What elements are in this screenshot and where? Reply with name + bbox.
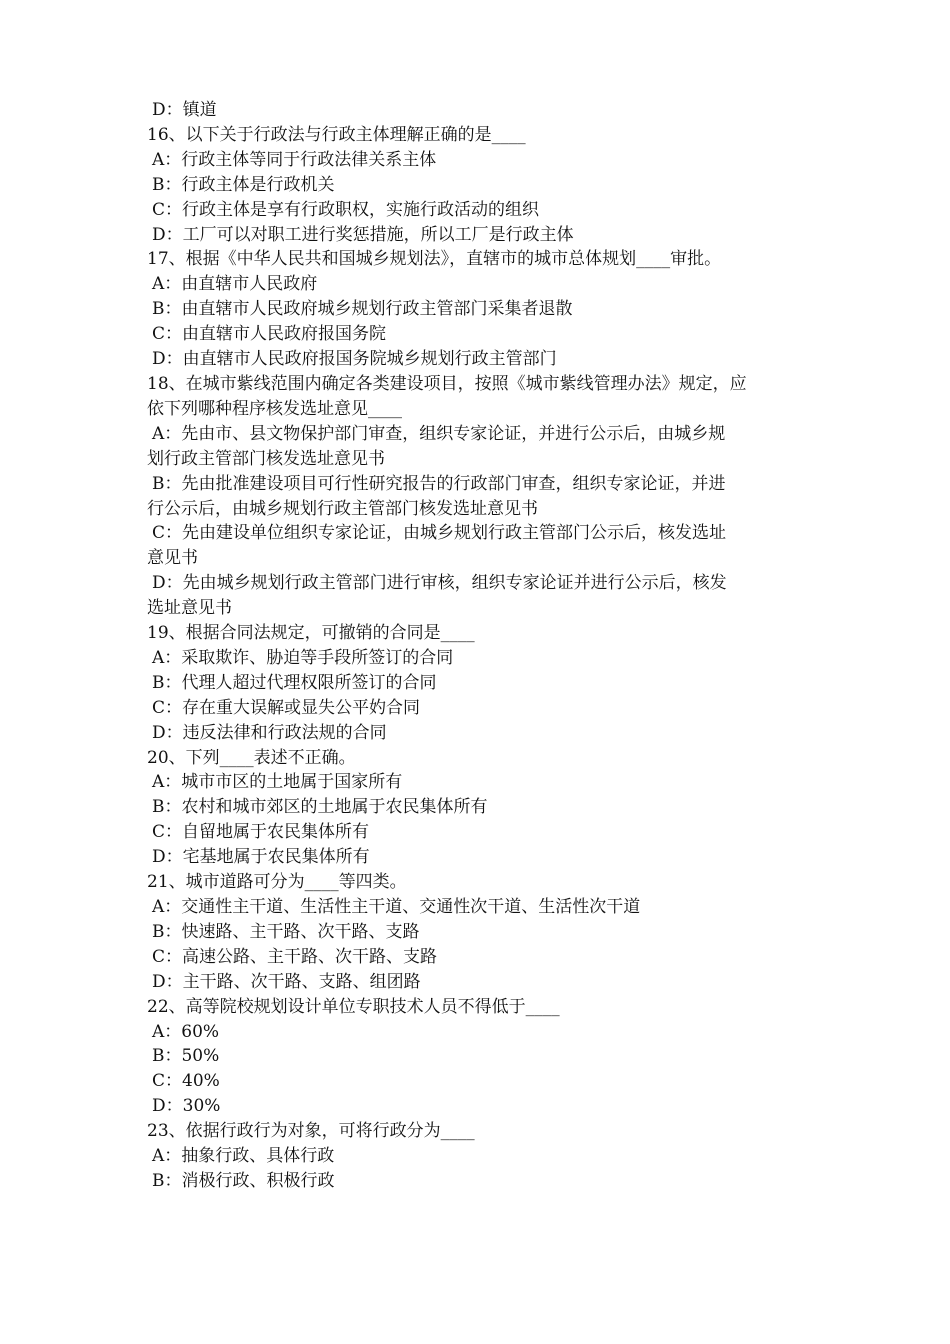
option-line: D：由直辖市人民政府报国务院城乡规划行政主管部门 — [152, 349, 557, 370]
option-line: A：交通性主干道、生活性主干道、交通性次干道、生活性次干道 — [152, 897, 641, 917]
question-line: 22、高等院校规划设计单位专职技术人员不得低于____ — [147, 996, 560, 1017]
option-line: D：违反法律和行政法规的合同 — [152, 722, 387, 743]
option-line: C：40% — [152, 1071, 220, 1092]
option-line: D：镇道 — [152, 100, 217, 120]
option-line: A：行政主体等同于行政法律关系主体 — [152, 149, 437, 170]
question-line: 21、城市道路可分为____等四类。 — [147, 872, 407, 893]
question-line: 依下列哪种程序核发选址意见____ — [147, 398, 402, 419]
option-line: A：60% — [152, 1021, 220, 1042]
option-line: D：主干路、次干路、支路、组团路 — [152, 971, 421, 992]
option-line: C：存在重大误解或显失公平妁合同 — [152, 697, 421, 718]
question-line: 16、以下关于行政法与行政主体理解正确的是____ — [147, 124, 526, 145]
question-line: 选址意见书 — [147, 598, 232, 619]
option-line: B：快速路、主干路、次干路、支路 — [152, 921, 420, 942]
option-line: B：行政主体是行政机关 — [152, 174, 335, 195]
option-line: B：代理人超过代理权限所签订的合同 — [152, 672, 437, 693]
option-line: C：由直辖市人民政府报国务院 — [152, 324, 387, 345]
option-line: D：先由城乡规划行政主管部门进行审核，组织专家论证并进行公示后，核发 — [152, 573, 727, 594]
option-line: C：自留地属于农民集体所有 — [152, 822, 370, 843]
question-line: 23、依据行政行为对象，可将行政分为____ — [147, 1121, 475, 1142]
option-line: A：由直辖市人民政府 — [152, 274, 318, 295]
question-line: 20、下列____表述不正确。 — [147, 747, 356, 768]
option-line: B：消极行政、积极行政 — [152, 1170, 335, 1191]
option-line: B：50% — [152, 1046, 220, 1067]
question-line: 意见书 — [147, 548, 198, 569]
option-line: B：先由批准建设项目可行性研究报告的行政部门审查，组织专家论证，并进 — [152, 473, 726, 494]
question-line: 18、在城市紫线范围内确定各类建设项目，按照《城市紫线管理办法》规定，应 — [147, 373, 747, 394]
option-line: A：采取欺诈、胁迫等手段所签订的合同 — [152, 647, 454, 668]
option-line: C：高速公路、主干路、次干路、支路 — [152, 946, 438, 967]
option-line: A：城市市区的土地属于国家所有 — [152, 772, 403, 793]
option-line: B：由直辖市人民政府城乡规划行政主管部门采集者退散 — [152, 299, 573, 320]
option-line: C：先由建设单位组织专家论证，由城乡规划行政主管部门公示后，核发选址 — [152, 523, 727, 544]
option-line: D：工厂可以对职工进行奖惩措施，所以工厂是行政主体 — [152, 224, 574, 245]
option-line: D：宅基地属于农民集体所有 — [152, 847, 370, 868]
question-line: 19、根据合同法规定，可撤销的合同是____ — [147, 623, 475, 644]
option-line: C：行政主体是享有行政职权，实施行政活动的组织 — [152, 199, 540, 220]
question-line: 行公示后，由城乡规划行政主管部门核发选址意见书 — [147, 498, 538, 519]
option-line: D：30% — [152, 1096, 221, 1117]
question-line: 划行政主管部门核发选址意见书 — [147, 448, 385, 469]
option-line: B：农村和城市郊区的土地属于农民集体所有 — [152, 797, 488, 818]
option-line: A：先由市、县文物保护部门审查，组织专家论证，并进行公示后，由城乡规 — [152, 423, 726, 444]
option-line: A：抽象行政、具体行政 — [152, 1146, 335, 1167]
document-page — [147, 98, 819, 1194]
question-line: 17、根据《中华人民共和国城乡规划法》，直辖市的城市总体规划____审批。 — [147, 249, 722, 270]
